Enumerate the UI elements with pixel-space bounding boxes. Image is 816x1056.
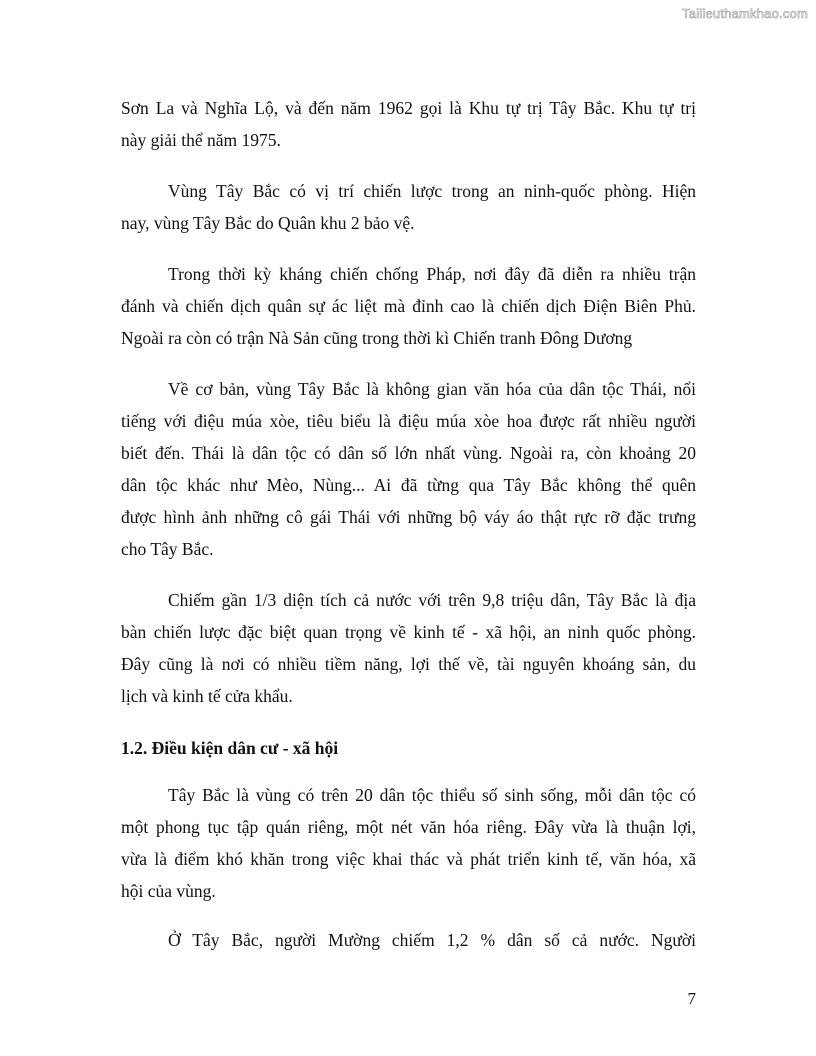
body-text-line: nay, vùng Tây Bắc do Quân khu 2 bảo vệ.	[121, 213, 415, 233]
body-text-line: Ở Tây Bắc, người Mường chiếm 1,2 % dân số cả nước. Người	[168, 930, 696, 950]
body-text-line: Về cơ bản, vùng Tây Bắc là không gian văn hóa của dân tộc Thái, nổi	[168, 379, 696, 399]
body-text-line: một phong tục tập quán riêng, một nét văn hóa riêng. Đây vừa là thuận lợi,	[121, 817, 696, 837]
body-text-line: dân tộc khác như Mèo, Nùng... Ai đã từng qua Tây Bắc không thể quên	[121, 475, 696, 495]
body-text-line: lịch và kinh tế cửa khẩu.	[121, 686, 293, 706]
body-text-line: vừa là điểm khó khăn trong việc khai thác và phát triển kinh tế, văn hóa, xã	[121, 849, 696, 869]
body-text-line: Tây Bắc là vùng có trên 20 dân tộc thiểu số sinh sống, mỗi dân tộc có	[168, 785, 696, 805]
body-text-line: được hình ảnh những cô gái Thái với những bộ váy áo thật rực rỡ đặc trưng	[121, 507, 696, 527]
body-text-line: Chiếm gần 1/3 diện tích cả nước với trên 9,8 triệu dân, Tây Bắc là địa	[168, 590, 696, 610]
page-number: 7	[687, 989, 696, 1008]
body-text-line: Trong thời kỳ kháng chiến chống Pháp, nơi đây đã diễn ra nhiều trận	[168, 264, 696, 284]
section-heading: 1.2. Điều kiện dân cư - xã hội	[121, 738, 339, 758]
body-text-line: hội của vùng.	[121, 881, 216, 901]
body-text-line: tiếng với điệu múa xòe, tiêu biểu là điệu múa xòe hoa được rất nhiều người	[121, 411, 696, 431]
body-text-line: bàn chiến lược đặc biệt quan trọng về kinh tế - xã hội, an ninh quốc phòng.	[121, 622, 696, 642]
body-text-line: biết đến. Thái là dân tộc có dân số lớn nhất vùng. Ngoài ra, còn khoảng 20	[121, 443, 696, 463]
body-text-line: Vùng Tây Bắc có vị trí chiến lược trong an ninh-quốc phòng. Hiện	[168, 181, 696, 201]
body-text-line: Ngoài ra còn có trận Nà Sản cũng trong thời kì Chiến tranh Đông Dương	[121, 328, 633, 348]
body-text-line: đánh và chiến dịch quân sự ác liệt mà đỉnh cao là chiến dịch Điện Biên Phủ.	[121, 296, 696, 316]
body-text-line: Đây cũng là nơi có nhiều tiềm năng, lợi thế về, tài nguyên khoáng sản, du	[121, 654, 696, 674]
body-text-line: này giải thể năm 1975.	[121, 130, 281, 150]
body-text-line: cho Tây Bắc.	[121, 539, 214, 559]
watermark-text: Tailieuthamkhao.com	[682, 6, 808, 21]
body-text-line: Sơn La và Nghĩa Lộ, và đến năm 1962 gọi là Khu tự trị Tây Bắc. Khu tự trị	[121, 98, 696, 118]
